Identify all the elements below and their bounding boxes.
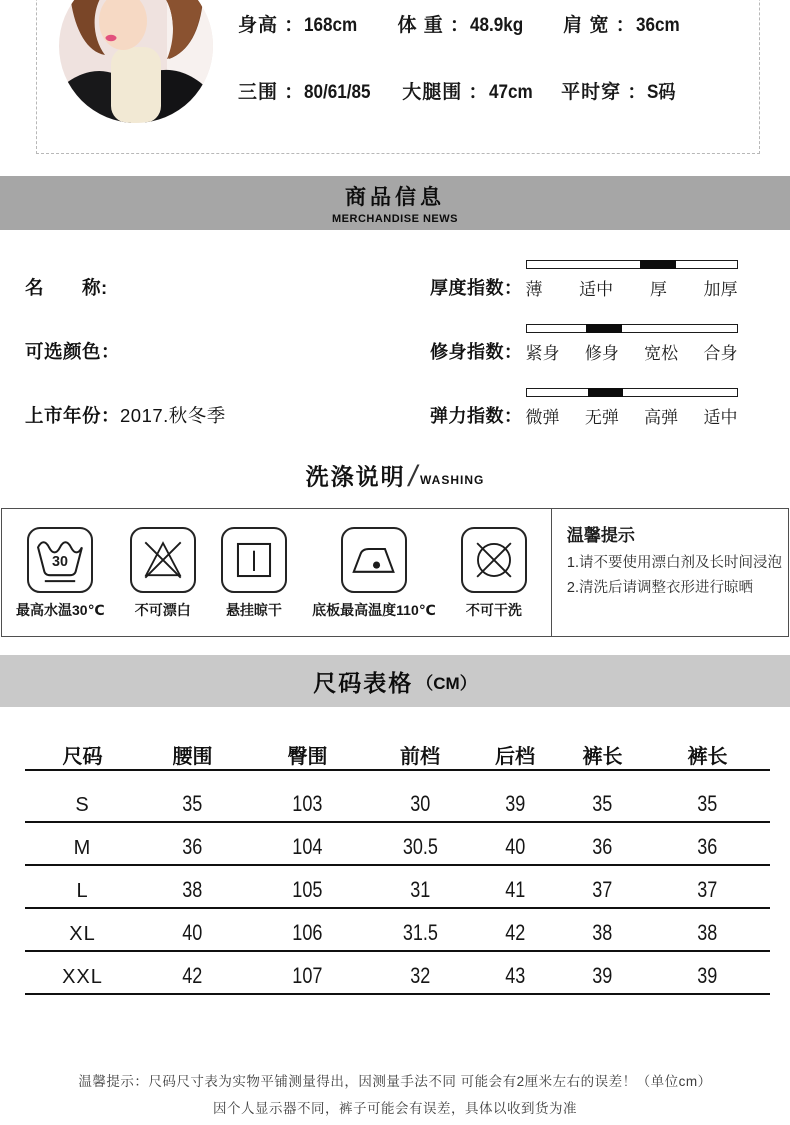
value-cell: 37 bbox=[592, 877, 613, 902]
size-cell: XXL bbox=[62, 966, 103, 988]
size-table-banner-unit: （CM） bbox=[416, 673, 477, 693]
wash-temp-number: 30 bbox=[52, 553, 69, 570]
value-cell: 39 bbox=[504, 791, 526, 816]
model-stats-row-2 bbox=[238, 77, 778, 104]
wash-item-label: 悬挂晾干 bbox=[225, 602, 282, 618]
thickness-index-track bbox=[526, 260, 738, 300]
fit-index-bar bbox=[526, 324, 738, 333]
value-cell: 36 bbox=[592, 834, 613, 859]
stretch-index-bar bbox=[526, 388, 738, 397]
value-cell: 38 bbox=[697, 920, 718, 945]
value-cell: 43 bbox=[504, 963, 526, 988]
color-options-label: 可选颜色： bbox=[25, 341, 121, 362]
washing-tip-line: 2.清洗后请调整衣形进行晾晒 bbox=[566, 580, 753, 596]
stat-shoulder-label: 肩 宽 ： bbox=[563, 15, 636, 36]
wash-item-hang-dry bbox=[221, 527, 287, 620]
hang-dry-icon bbox=[221, 527, 287, 593]
wash-item-label: 不可漂白 bbox=[134, 602, 191, 618]
option-label: 修身 bbox=[584, 344, 619, 363]
value-cell: 38 bbox=[592, 920, 613, 945]
no-dry-clean-icon bbox=[461, 527, 527, 593]
thickness-index-options bbox=[526, 275, 738, 300]
table-row-s bbox=[25, 780, 770, 823]
stat-height-value: 168cm bbox=[304, 15, 358, 36]
value-cell: 39 bbox=[592, 963, 613, 988]
max-water-temp-30-icon bbox=[27, 527, 93, 593]
stretch-index bbox=[430, 388, 738, 428]
wash-item-label: 最高水温30℃ bbox=[16, 602, 105, 618]
stat-usual-size-value: S码 bbox=[647, 82, 676, 103]
washing-title-en: WASHING bbox=[420, 473, 485, 487]
merchandise-banner-subtitle: MERCHANDISE NEWS bbox=[332, 213, 458, 225]
size-cell: M bbox=[73, 837, 92, 859]
fit-index-marker bbox=[586, 324, 622, 333]
wash-item-label: 不可干洗 bbox=[465, 602, 522, 618]
col-header-hip: 臀围 bbox=[287, 746, 328, 768]
footer-note bbox=[0, 1068, 790, 1122]
option-label: 高弹 bbox=[644, 408, 679, 427]
col-header-pant-length: 裤长 bbox=[582, 746, 623, 768]
footer-note-line-2: 因个人显示器不同，裤子可能会有误差，具体以收到货为准 bbox=[213, 1101, 577, 1116]
value-cell: 36 bbox=[182, 834, 203, 859]
wash-item-iron bbox=[312, 527, 436, 620]
launch-year bbox=[25, 402, 226, 428]
wash-item-no-dry-clean bbox=[461, 527, 527, 620]
size-cell: S bbox=[75, 794, 90, 816]
launch-year-value: 2017.秋冬季 bbox=[120, 405, 226, 426]
size-table-header-row bbox=[25, 740, 770, 771]
option-label: 加厚 bbox=[703, 280, 738, 299]
washing-icons-area bbox=[2, 509, 552, 636]
no-bleach-icon bbox=[130, 527, 196, 593]
washing-title: 洗涤说明 bbox=[305, 463, 406, 490]
washing-tips-panel bbox=[552, 509, 788, 636]
value-cell: 35 bbox=[697, 791, 718, 816]
value-cell: 35 bbox=[592, 791, 613, 816]
stretch-index-options bbox=[526, 403, 738, 428]
value-cell: 36 bbox=[697, 834, 718, 859]
value-cell: 37 bbox=[697, 877, 718, 902]
option-label: 合身 bbox=[703, 344, 738, 363]
value-cell: 31 bbox=[409, 877, 431, 902]
col-header-size: 尺码 bbox=[62, 746, 103, 768]
washing-tips-title: 温馨提示 bbox=[566, 526, 635, 545]
value-cell: 38 bbox=[182, 877, 203, 902]
stat-measurements-label: 三围 ： bbox=[238, 82, 305, 103]
table-row-l bbox=[25, 866, 770, 909]
footer-note-line-1: 温馨提示：尺码尺寸表为实物平铺测量得出，因测量手法不同 可能会有2厘米左右的误差！（单位cm） bbox=[78, 1074, 712, 1089]
table-row-xxl bbox=[25, 952, 770, 995]
value-cell: 105 bbox=[292, 877, 323, 902]
thickness-index bbox=[430, 260, 738, 300]
stat-measurements bbox=[238, 77, 378, 104]
stat-height bbox=[238, 10, 363, 37]
thickness-index-label: 厚度指数： bbox=[430, 278, 523, 298]
option-label: 微弹 bbox=[525, 408, 560, 427]
size-table bbox=[25, 740, 770, 995]
thickness-index-bar bbox=[526, 260, 738, 269]
value-cell: 39 bbox=[697, 963, 718, 988]
stat-weight bbox=[397, 10, 529, 37]
model-stats bbox=[238, 10, 778, 104]
product-name-label: 名 称: bbox=[25, 277, 108, 298]
option-label: 厚 bbox=[649, 280, 667, 299]
launch-year-label: 上市年份： bbox=[25, 405, 121, 426]
col-header-back-rise: 后档 bbox=[495, 746, 535, 768]
stat-usual-size bbox=[561, 77, 679, 104]
stat-thigh-value: 47cm bbox=[488, 82, 533, 103]
wash-item-no-bleach bbox=[130, 527, 196, 620]
value-cell: 103 bbox=[292, 791, 323, 816]
value-cell: 40 bbox=[182, 920, 203, 945]
info-row-year-stretch bbox=[0, 376, 790, 440]
size-table-header bbox=[25, 740, 770, 780]
washing-tip-line: 1.请不要使用漂白剂及长时间浸泡 bbox=[566, 555, 782, 571]
fit-index-options bbox=[526, 339, 738, 364]
value-cell: 106 bbox=[292, 920, 323, 945]
value-cell: 42 bbox=[182, 963, 203, 988]
stat-thigh bbox=[402, 77, 537, 104]
value-cell: 40 bbox=[504, 834, 526, 859]
value-cell: 32 bbox=[409, 963, 431, 988]
stretch-index-label: 弹力指数： bbox=[430, 406, 523, 426]
model-stats-row-1 bbox=[238, 10, 778, 37]
wash-item-max-temp bbox=[16, 527, 105, 620]
washing-section-heading bbox=[0, 458, 790, 492]
size-table-banner-title: 尺码表格 bbox=[313, 669, 414, 696]
table-row-xl bbox=[25, 909, 770, 952]
option-label: 无弹 bbox=[584, 408, 619, 427]
iron-max-110-icon bbox=[341, 527, 407, 593]
col-header-front-rise: 前档 bbox=[400, 746, 440, 768]
fit-index-track bbox=[526, 324, 738, 364]
merchandise-banner bbox=[0, 176, 790, 230]
stat-thigh-label: 大腿围 ： bbox=[402, 82, 489, 103]
washing-title-slash: / bbox=[408, 460, 417, 493]
stat-weight-value: 48.9kg bbox=[470, 15, 524, 36]
option-label: 适中 bbox=[579, 280, 614, 299]
value-cell: 31.5 bbox=[402, 920, 438, 945]
value-cell: 35 bbox=[182, 791, 203, 816]
size-cell: XL bbox=[69, 923, 96, 945]
col-header-pant-length-2: 裤长 bbox=[687, 746, 728, 768]
option-label: 宽松 bbox=[644, 344, 679, 363]
value-cell: 107 bbox=[292, 963, 323, 988]
stat-usual-size-label: 平时穿 ： bbox=[561, 82, 648, 103]
stat-shoulder bbox=[563, 10, 684, 37]
table-row-m bbox=[25, 823, 770, 866]
size-table-banner bbox=[0, 655, 790, 707]
washing-instructions-box bbox=[1, 508, 789, 637]
size-cell: L bbox=[76, 880, 89, 902]
stat-shoulder-value: 36cm bbox=[635, 15, 680, 36]
col-header-waist: 腰围 bbox=[172, 746, 213, 768]
option-label: 适中 bbox=[703, 408, 738, 427]
stretch-index-track bbox=[526, 388, 738, 428]
wash-item-label: 底板最高温度110℃ bbox=[312, 602, 436, 618]
value-cell: 42 bbox=[504, 920, 526, 945]
stat-height-label: 身高 ： bbox=[238, 15, 305, 36]
stat-measurements-value: 80/61/85 bbox=[304, 82, 371, 103]
option-label: 薄 bbox=[525, 280, 543, 299]
option-label: 紧身 bbox=[525, 344, 560, 363]
value-cell: 30 bbox=[409, 791, 431, 816]
value-cell: 41 bbox=[504, 877, 526, 902]
value-cell: 104 bbox=[292, 834, 323, 859]
stat-weight-label: 体 重 ： bbox=[397, 15, 471, 36]
thickness-index-marker bbox=[640, 260, 676, 269]
size-table-body bbox=[25, 780, 770, 995]
value-cell: 30.5 bbox=[402, 834, 438, 859]
fit-index-label: 修身指数： bbox=[430, 342, 523, 362]
info-row-name-thickness bbox=[0, 248, 790, 312]
stretch-index-marker bbox=[588, 388, 623, 397]
fit-index bbox=[430, 324, 738, 364]
merchandise-banner-title: 商品信息 bbox=[345, 186, 445, 209]
info-row-color-fit bbox=[0, 312, 790, 376]
